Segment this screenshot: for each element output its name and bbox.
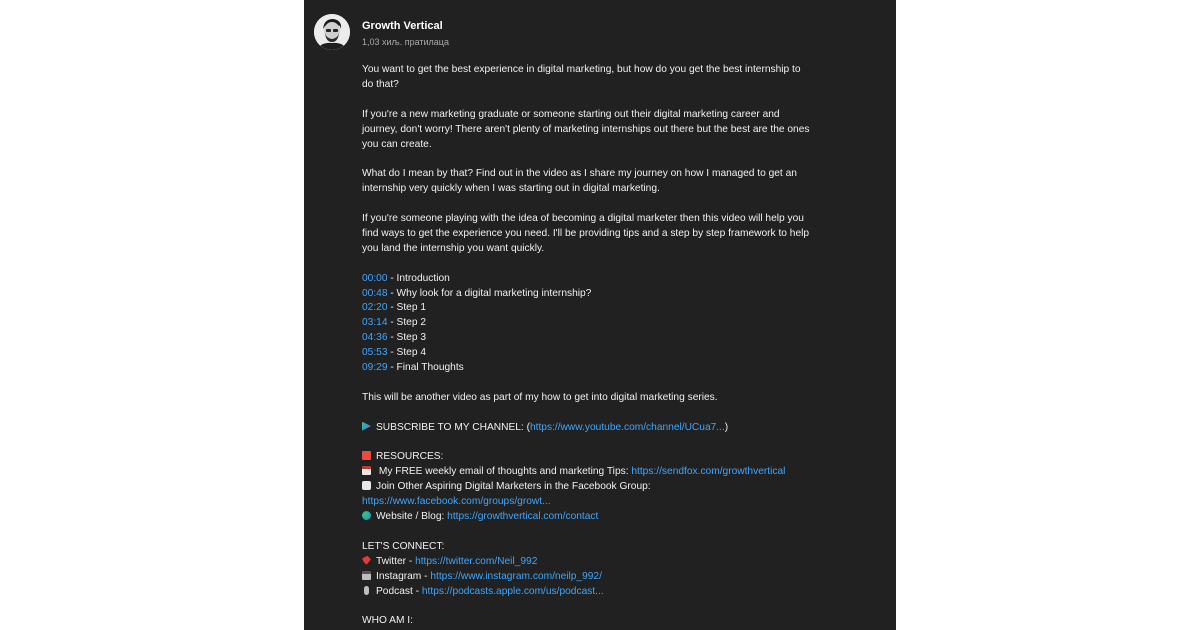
resource-website-row bbox=[362, 510, 822, 525]
chapter-item bbox=[362, 272, 822, 287]
series-note bbox=[362, 391, 822, 406]
twitter-text: Twitter - bbox=[376, 555, 416, 567]
description-line: do that? bbox=[362, 78, 399, 90]
chapter-label: - Why look for a digital marketing internship? bbox=[387, 287, 592, 299]
connect-section bbox=[362, 540, 822, 600]
description-paragraph bbox=[362, 212, 822, 257]
instagram-text: Instagram - bbox=[376, 570, 431, 582]
chapter-item bbox=[362, 361, 822, 376]
subscribe-suffix: ) bbox=[724, 421, 729, 433]
instagram-link[interactable]: https://www.instagram.com/neilp_992/ bbox=[430, 570, 602, 582]
subscriber-count: 1,03 хиљ. пратилаца bbox=[362, 37, 449, 47]
who-heading: WHO AM I: bbox=[362, 615, 413, 627]
resources-heading-row bbox=[362, 450, 822, 465]
subscribe-row bbox=[362, 421, 822, 436]
chapter-timestamp[interactable]: 04:36 bbox=[362, 332, 388, 344]
chapter-timestamp[interactable]: 00:48 bbox=[362, 287, 388, 299]
channel-name[interactable]: Growth Vertical bbox=[362, 20, 443, 32]
twitter-link[interactable]: https://twitter.com/Neil_992 bbox=[415, 555, 538, 567]
podcast-text: Podcast - bbox=[376, 585, 422, 597]
video-description bbox=[362, 63, 822, 630]
description-line: If you're someone playing with the idea of becoming a digital marketer then this video will help you bbox=[362, 213, 804, 225]
website-link[interactable]: https://growthvertical.com/contact bbox=[447, 511, 599, 523]
description-panel bbox=[304, 0, 896, 630]
resource-email-row bbox=[362, 465, 822, 480]
chapter-label: - Final Thoughts bbox=[387, 362, 464, 374]
description-line: find ways to get the experience you need. I'll be providing tips and a step by step framework to help bbox=[362, 227, 810, 239]
books-icon bbox=[362, 451, 371, 460]
chapter-label: - Step 2 bbox=[387, 317, 427, 329]
chapter-label: - Introduction bbox=[387, 272, 450, 284]
bird-icon bbox=[362, 556, 371, 565]
newsletter-link[interactable]: https://sendfox.com/growthvertical bbox=[631, 466, 786, 478]
resource-group-link-row bbox=[362, 495, 822, 510]
description-line: you land the internship you want quickly. bbox=[362, 242, 545, 254]
chapter-item bbox=[362, 316, 822, 331]
chapter-timestamp[interactable]: 00:00 bbox=[362, 272, 388, 284]
chapter-timestamp[interactable]: 02:20 bbox=[362, 302, 388, 314]
description-paragraph bbox=[362, 167, 822, 197]
description-line: What do I mean by that? Find out in the video as I share my journey on how I managed to get an bbox=[362, 168, 797, 180]
podcast-row bbox=[362, 585, 822, 600]
series-note-text: This will be another video as part of my how to get into digital marketing series. bbox=[362, 391, 718, 403]
facebook-group-link[interactable]: https://www.facebook.com/groups/growt... bbox=[362, 496, 551, 508]
resource-group-row bbox=[362, 480, 822, 495]
chapter-timestamp[interactable]: 09:29 bbox=[362, 362, 388, 374]
resource-website-text: Website / Blog: bbox=[376, 511, 448, 523]
chapter-item bbox=[362, 301, 822, 316]
connect-heading: LET'S CONNECT: bbox=[362, 540, 445, 552]
avatar-portrait-icon bbox=[314, 14, 350, 50]
resource-email-text: My FREE weekly email of thoughts and marketing Tips: bbox=[376, 466, 632, 478]
globe-icon bbox=[362, 511, 371, 520]
description-paragraph bbox=[362, 108, 822, 153]
play-button-icon bbox=[362, 422, 371, 431]
chapter-list bbox=[362, 272, 822, 376]
microphone-icon bbox=[364, 586, 369, 595]
subscribe-link[interactable]: https://www.youtube.com/channel/UCua7... bbox=[529, 421, 725, 433]
description-line: If you're a new marketing graduate or someone starting out their digital marketing career and bbox=[362, 108, 780, 120]
chapter-label: - Step 1 bbox=[387, 302, 427, 314]
resource-group-text: Join Other Aspiring Digital Marketers in the Facebook Group: bbox=[376, 481, 651, 493]
chapter-timestamp[interactable]: 03:14 bbox=[362, 317, 388, 329]
channel-avatar[interactable] bbox=[314, 14, 350, 50]
description-paragraph bbox=[362, 63, 822, 93]
chapter-item bbox=[362, 287, 822, 302]
chapter-item bbox=[362, 346, 822, 361]
podcast-link[interactable]: https://podcasts.apple.com/us/podcast... bbox=[421, 585, 604, 597]
who-section bbox=[362, 614, 822, 629]
description-line: you can create. bbox=[362, 138, 432, 150]
resources-section bbox=[362, 450, 822, 525]
camera-icon bbox=[362, 571, 371, 580]
resources-heading: RESOURCES: bbox=[376, 451, 444, 463]
chapter-item bbox=[362, 331, 822, 346]
instagram-row bbox=[362, 570, 822, 585]
description-line: You want to get the best experience in digital marketing, but how do you get the best internship to bbox=[362, 64, 801, 75]
chapter-timestamp[interactable]: 05:53 bbox=[362, 347, 388, 359]
subscribe-line bbox=[362, 421, 822, 436]
chapter-label: - Step 4 bbox=[387, 347, 427, 359]
twitter-row bbox=[362, 555, 822, 570]
envelope-icon bbox=[362, 466, 371, 475]
description-line: internship very quickly when I was starting out in digital marketing. bbox=[362, 183, 660, 195]
chapter-label: - Step 3 bbox=[387, 332, 427, 344]
subscribe-text: SUBSCRIBE TO MY CHANNEL: ( bbox=[376, 421, 530, 433]
speech-bubble-icon bbox=[362, 481, 371, 490]
description-line: journey, don't worry! There aren't plenty of marketing internships out there but the best are the ones bbox=[362, 123, 810, 135]
